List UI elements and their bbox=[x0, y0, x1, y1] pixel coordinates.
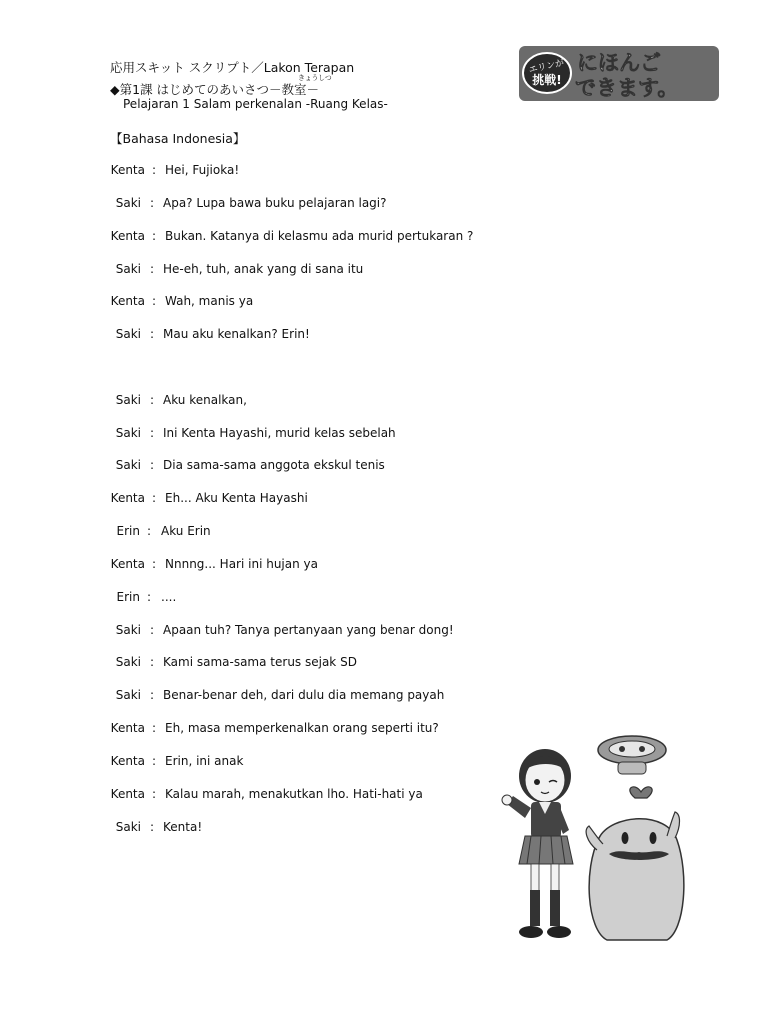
speaker-name: Kenta bbox=[110, 163, 145, 177]
speaker-name: Erin bbox=[116, 524, 140, 538]
speaker-name: Saki bbox=[115, 196, 141, 210]
speaker-name: Saki bbox=[115, 623, 141, 637]
speaker-name: Kenta bbox=[110, 491, 145, 505]
dialogue-text: .... bbox=[161, 590, 177, 604]
dialogue-text: Aku Erin bbox=[161, 524, 211, 538]
logo-badge-bottom: 挑戦! bbox=[532, 73, 562, 87]
robot-icon bbox=[598, 736, 666, 774]
speaker-colon: : bbox=[150, 820, 155, 834]
speaker-name: Kenta bbox=[110, 294, 145, 308]
speaker-colon: : bbox=[152, 163, 157, 177]
girl-character-icon bbox=[502, 749, 573, 938]
lesson-title: ◆第1課 はじめてのあいさつ－教室－ bbox=[110, 82, 320, 97]
blob-mascot-icon bbox=[586, 787, 684, 940]
speaker-name: Saki bbox=[115, 393, 141, 407]
dialogue-text: Kami sama-sama terus sejak SD bbox=[163, 655, 357, 669]
logo-title-bottom: できます。 bbox=[575, 76, 679, 100]
dialogue-text: Eh... Aku Kenta Hayashi bbox=[165, 491, 308, 505]
speaker-colon: : bbox=[150, 327, 155, 341]
dialogue-text: Kenta! bbox=[163, 820, 203, 834]
speaker-name: Saki bbox=[115, 327, 141, 341]
speaker-colon: : bbox=[150, 688, 155, 702]
speaker-name: Saki bbox=[115, 262, 141, 276]
speaker-colon: : bbox=[152, 557, 157, 571]
speaker-colon: : bbox=[152, 721, 157, 735]
speaker-colon: : bbox=[152, 754, 157, 768]
speaker-colon: : bbox=[147, 524, 152, 538]
language-label: 【Bahasa Indonesia】 bbox=[110, 131, 246, 146]
dialogue-text: Ini Kenta Hayashi, murid kelas sebelah bbox=[163, 426, 396, 440]
dialogue-text: He-eh, tuh, anak yang di sana itu bbox=[163, 262, 364, 276]
speaker-name: Kenta bbox=[110, 754, 145, 768]
speaker-colon: : bbox=[150, 262, 155, 276]
speaker-colon: : bbox=[150, 655, 155, 669]
lesson-subtitle: Pelajaran 1 Salam perkenalan -Ruang Kelas- bbox=[123, 97, 388, 111]
logo-title-top: にほんご bbox=[577, 51, 661, 75]
speaker-name: Kenta bbox=[110, 787, 145, 801]
dialogue-text: Apa? Lupa bawa buku pelajaran lagi? bbox=[163, 196, 387, 210]
speaker-colon: : bbox=[150, 196, 155, 210]
speaker-name: Saki bbox=[115, 820, 141, 834]
speaker-name: Saki bbox=[115, 655, 141, 669]
speaker-colon: : bbox=[150, 623, 155, 637]
speaker-colon: : bbox=[152, 491, 157, 505]
dialogue-text: Dia sama-sama anggota ekskul tenis bbox=[163, 458, 385, 472]
speaker-name: Kenta bbox=[110, 721, 145, 735]
dialogue-text: Kalau marah, menakutkan lho. Hati-hati ya bbox=[165, 787, 423, 801]
speaker-colon: : bbox=[152, 294, 157, 308]
header-line-1: 応用スキット スクリプト／Lakon Terapan bbox=[110, 60, 355, 75]
dialogue-text: Bukan. Katanya di kelasmu ada murid pertukaran ? bbox=[165, 229, 474, 243]
speaker-colon: : bbox=[152, 787, 157, 801]
speaker-name: Saki bbox=[115, 458, 141, 472]
speaker-name: Kenta bbox=[110, 557, 145, 571]
header-ruby: きょうしつ bbox=[298, 74, 332, 82]
speaker-colon: : bbox=[152, 229, 157, 243]
speaker-colon: : bbox=[150, 458, 155, 472]
speaker-name: Saki bbox=[115, 426, 141, 440]
speaker-name: Kenta bbox=[110, 229, 145, 243]
dialogue-text: Nnnng... Hari ini hujan ya bbox=[165, 557, 318, 571]
dialogue-text: Wah, manis ya bbox=[165, 294, 254, 308]
speaker-colon: : bbox=[150, 426, 155, 440]
speaker-name: Erin bbox=[116, 590, 140, 604]
dialogue-text: Benar-benar deh, dari dulu dia memang payah bbox=[163, 688, 445, 702]
dialogue-text: Erin, ini anak bbox=[165, 754, 244, 768]
speaker-colon: : bbox=[150, 393, 155, 407]
dialogue-text: Aku kenalkan, bbox=[163, 393, 247, 407]
characters-illustration bbox=[495, 730, 690, 952]
logo-badge-top: エリンが bbox=[527, 58, 566, 76]
dialogue-text: Hei, Fujioka! bbox=[165, 163, 240, 177]
speaker-colon: : bbox=[147, 590, 152, 604]
speaker-name: Saki bbox=[115, 688, 141, 702]
dialogue-text: Apaan tuh? Tanya pertanyaan yang benar dong! bbox=[163, 623, 454, 637]
nihongo-dekimasu-logo bbox=[519, 46, 719, 101]
dialogue-text: Eh, masa memperkenalkan orang seperti itu? bbox=[165, 721, 439, 735]
dialogue-text: Mau aku kenalkan? Erin! bbox=[163, 327, 310, 341]
